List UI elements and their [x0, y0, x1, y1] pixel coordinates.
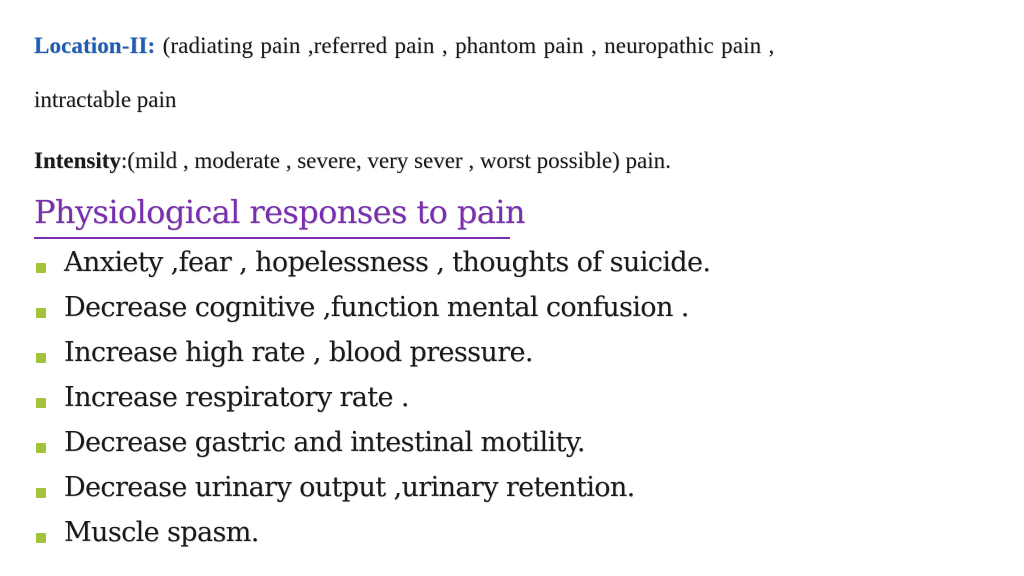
heading-underline	[34, 237, 510, 239]
bullet-square-icon	[36, 353, 46, 363]
list-item	[34, 420, 710, 465]
bullet-square-icon	[36, 533, 46, 543]
list-item-text: Increase high rate , blood pressure.	[64, 337, 533, 368]
bullet-square-icon	[36, 488, 46, 498]
list-item-text: Anxiety ,fear , hopelessness , thoughts of suicide.	[64, 247, 711, 278]
list-item-text: Muscle spasm.	[64, 517, 259, 548]
location-line	[34, 33, 994, 59]
location-label: Location-II:	[34, 33, 156, 58]
bullet-list	[34, 240, 710, 555]
list-item	[34, 240, 710, 285]
list-item	[34, 510, 710, 555]
intensity-line	[34, 148, 994, 174]
bullet-square-icon	[36, 398, 46, 408]
list-item-text: Decrease gastric and intestinal motility.	[64, 427, 585, 458]
list-item	[34, 465, 710, 510]
bullet-square-icon	[36, 308, 46, 318]
location-text: (radiating pain ,referred pain , phantom pain , neuropathic pain ,	[155, 33, 775, 58]
intensity-text: :(mild , moderate , severe, very sever , worst possible) pain.	[120, 148, 671, 173]
list-item	[34, 285, 710, 330]
list-item	[34, 375, 710, 420]
bullet-square-icon	[36, 263, 46, 273]
section-heading: Physiological responses to pain	[34, 193, 525, 231]
list-item-text: Decrease cognitive ,function mental confusion .	[64, 292, 689, 323]
intensity-label: Intensity	[34, 148, 121, 173]
list-item-text: Increase respiratory rate .	[64, 382, 409, 413]
list-item	[34, 330, 710, 375]
list-item-text: Decrease urinary output ,urinary retention.	[64, 472, 635, 503]
location-text-continued: intractable pain	[34, 87, 177, 112]
bullet-square-icon	[36, 443, 46, 453]
